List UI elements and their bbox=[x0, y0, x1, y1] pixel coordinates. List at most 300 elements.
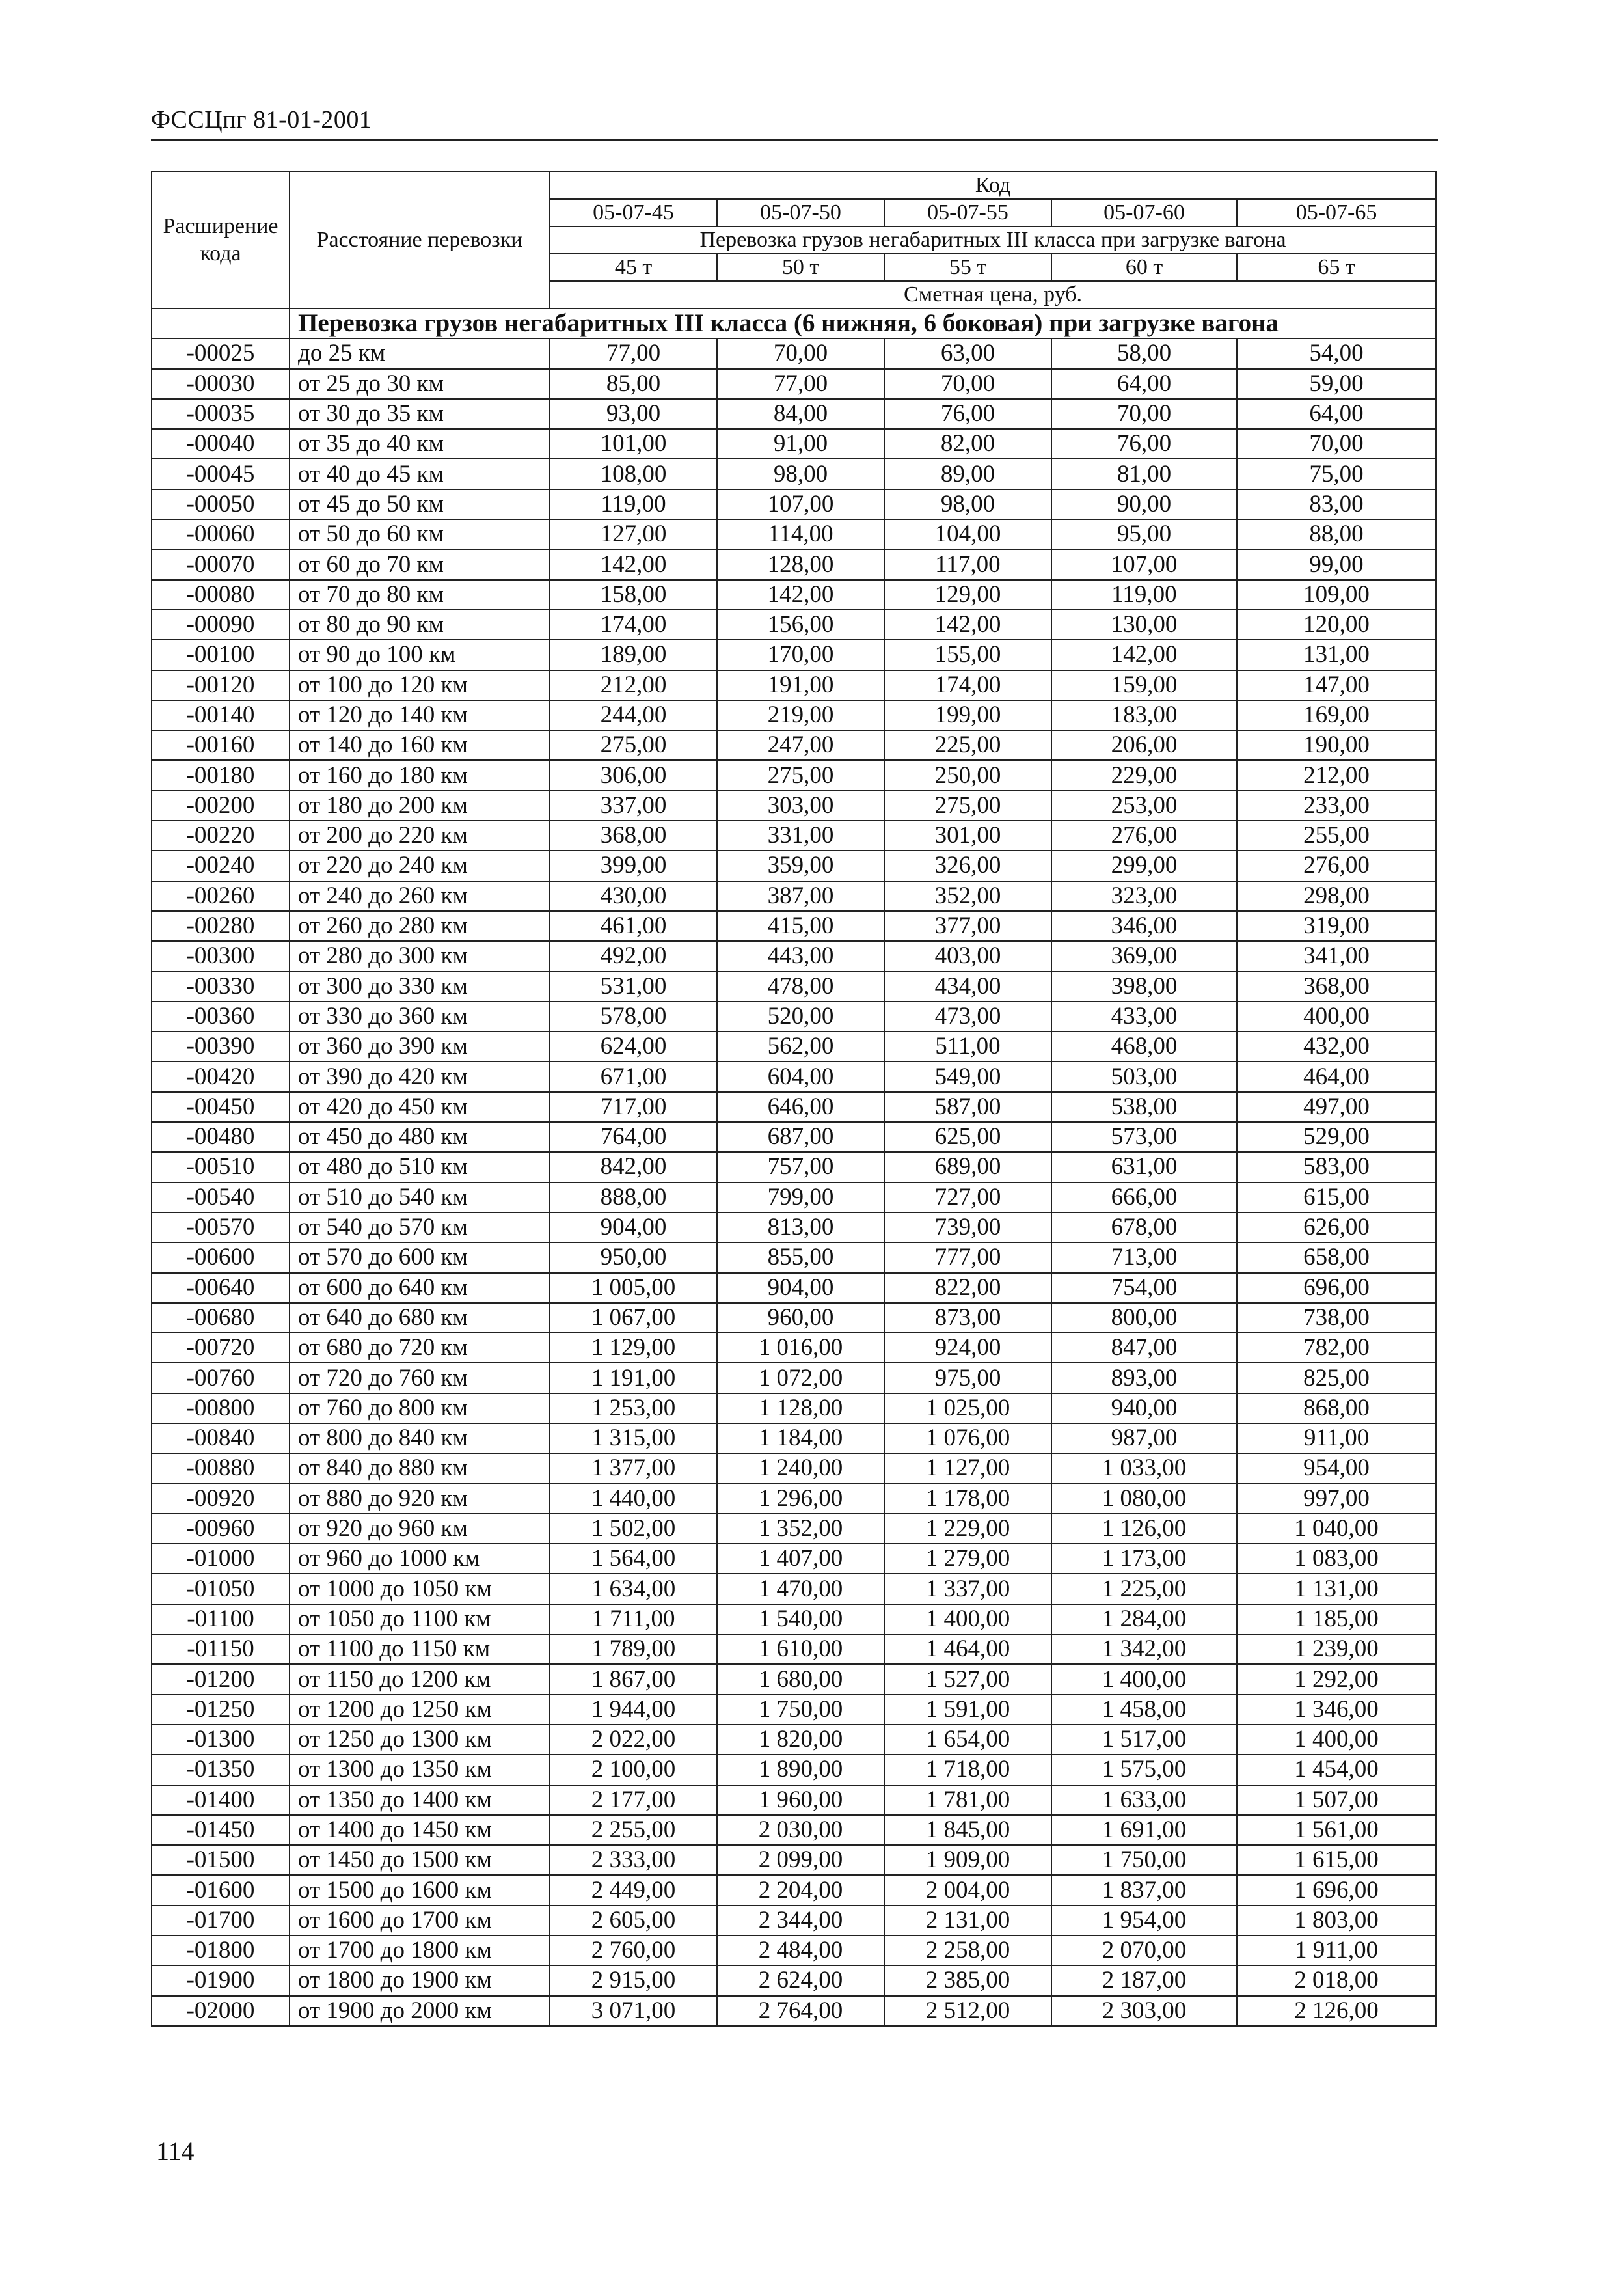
price-cell: 687,00 bbox=[717, 1122, 884, 1152]
price-cell: 1 279,00 bbox=[884, 1544, 1051, 1574]
header-rule bbox=[151, 139, 1438, 141]
extension-code-cell: -01000 bbox=[152, 1544, 290, 1574]
price-cell: 127,00 bbox=[550, 519, 717, 549]
price-cell: 58,00 bbox=[1051, 338, 1237, 368]
price-cell: 219,00 bbox=[717, 700, 884, 730]
price-cell: 368,00 bbox=[550, 821, 717, 851]
price-cell: 130,00 bbox=[1051, 610, 1237, 640]
price-cell: 107,00 bbox=[717, 489, 884, 519]
distance-cell: от 1000 до 1050 км bbox=[290, 1574, 550, 1604]
price-cell: 1 129,00 bbox=[550, 1333, 717, 1363]
distance-cell: от 160 до 180 км bbox=[290, 760, 550, 790]
price-cell: 1 025,00 bbox=[884, 1393, 1051, 1423]
price-cell: 64,00 bbox=[1237, 399, 1436, 429]
price-cell: 275,00 bbox=[884, 791, 1051, 821]
extension-code-cell: -00240 bbox=[152, 851, 290, 881]
load-cell: 45 т bbox=[550, 254, 717, 281]
price-cell: 326,00 bbox=[884, 851, 1051, 881]
price-cell: 587,00 bbox=[884, 1092, 1051, 1122]
price-cell: 666,00 bbox=[1051, 1183, 1237, 1212]
extension-code-cell: -00680 bbox=[152, 1303, 290, 1333]
price-cell: 1 691,00 bbox=[1051, 1815, 1237, 1845]
distance-cell: от 1150 до 1200 км bbox=[290, 1664, 550, 1694]
price-cell: 1 400,00 bbox=[1237, 1725, 1436, 1755]
extension-code-cell: -01250 bbox=[152, 1695, 290, 1725]
price-cell: 298,00 bbox=[1237, 881, 1436, 911]
price-cell: 1 072,00 bbox=[717, 1363, 884, 1393]
price-cell: 120,00 bbox=[1237, 610, 1436, 640]
price-cell: 101,00 bbox=[550, 429, 717, 459]
price-cell: 2 100,00 bbox=[550, 1755, 717, 1785]
price-cell: 950,00 bbox=[550, 1242, 717, 1272]
price-cell: 1 127,00 bbox=[884, 1453, 1051, 1483]
price-cell: 562,00 bbox=[717, 1032, 884, 1061]
table-row bbox=[152, 429, 1436, 459]
distance-cell: от 880 до 920 км bbox=[290, 1484, 550, 1514]
distance-cell: от 760 до 800 км bbox=[290, 1393, 550, 1423]
distance-cell: от 260 до 280 км bbox=[290, 911, 550, 941]
price-cell: 2 126,00 bbox=[1237, 1996, 1436, 2026]
distance-cell: от 1450 до 1500 км bbox=[290, 1845, 550, 1875]
price-cell: 183,00 bbox=[1051, 700, 1237, 730]
distance-cell: от 300 до 330 км bbox=[290, 972, 550, 1002]
price-cell: 1 540,00 bbox=[717, 1604, 884, 1634]
price-cell: 77,00 bbox=[550, 338, 717, 368]
extension-code-cell: -01800 bbox=[152, 1935, 290, 1965]
price-cell: 54,00 bbox=[1237, 338, 1436, 368]
price-cell: 625,00 bbox=[884, 1122, 1051, 1152]
price-cell: 2 333,00 bbox=[550, 1845, 717, 1875]
price-cell: 1 591,00 bbox=[884, 1695, 1051, 1725]
extension-code-cell: -01350 bbox=[152, 1755, 290, 1785]
table-row bbox=[152, 1303, 1436, 1333]
price-cell: 1 352,00 bbox=[717, 1514, 884, 1544]
price-cell: 104,00 bbox=[884, 519, 1051, 549]
price-cell: 142,00 bbox=[717, 580, 884, 610]
extension-code-cell: -01050 bbox=[152, 1574, 290, 1604]
price-cell: 954,00 bbox=[1237, 1453, 1436, 1483]
price-cell: 319,00 bbox=[1237, 911, 1436, 941]
price-cell: 346,00 bbox=[1051, 911, 1237, 941]
distance-cell: от 30 до 35 км bbox=[290, 399, 550, 429]
price-cell: 842,00 bbox=[550, 1152, 717, 1182]
table-row bbox=[152, 1092, 1436, 1122]
extension-code-cell: -01450 bbox=[152, 1815, 290, 1845]
table-row bbox=[152, 369, 1436, 399]
table-row bbox=[152, 1574, 1436, 1604]
price-cell: 131,00 bbox=[1237, 640, 1436, 670]
price-cell: 1 253,00 bbox=[550, 1393, 717, 1423]
price-cell: 1 185,00 bbox=[1237, 1604, 1436, 1634]
table-row bbox=[152, 1242, 1436, 1272]
distance-cell: до 25 км bbox=[290, 338, 550, 368]
distance-cell: от 800 до 840 км bbox=[290, 1423, 550, 1453]
code-cell: 05-07-45 bbox=[550, 199, 717, 226]
price-cell: 159,00 bbox=[1051, 670, 1237, 700]
extension-code-cell: -00030 bbox=[152, 369, 290, 399]
price-cell: 337,00 bbox=[550, 791, 717, 821]
price-cell: 924,00 bbox=[884, 1333, 1051, 1363]
price-cell: 85,00 bbox=[550, 369, 717, 399]
price-cell: 1 005,00 bbox=[550, 1273, 717, 1303]
table-row bbox=[152, 640, 1436, 670]
table-row bbox=[152, 1965, 1436, 1995]
price-cell: 398,00 bbox=[1051, 972, 1237, 1002]
extension-code-cell: -00600 bbox=[152, 1242, 290, 1272]
extension-code-cell: -00960 bbox=[152, 1514, 290, 1544]
price-cell: 615,00 bbox=[1237, 1183, 1436, 1212]
table-row bbox=[152, 1393, 1436, 1423]
table-row bbox=[152, 399, 1436, 429]
extension-code-cell: -01200 bbox=[152, 1664, 290, 1694]
price-cell: 1 240,00 bbox=[717, 1453, 884, 1483]
distance-cell: от 450 до 480 км bbox=[290, 1122, 550, 1152]
distance-cell: от 390 до 420 км bbox=[290, 1061, 550, 1091]
section-title: Перевозка грузов негабаритных III класса (6 нижняя, 6 боковая) при загрузке вагона bbox=[290, 308, 1436, 338]
code-cell: 05-07-50 bbox=[717, 199, 884, 226]
extension-code-cell: -00140 bbox=[152, 700, 290, 730]
price-cell: 904,00 bbox=[717, 1273, 884, 1303]
table-row bbox=[152, 1996, 1436, 2026]
price-cell: 2 022,00 bbox=[550, 1725, 717, 1755]
table-row bbox=[152, 1755, 1436, 1785]
table-row bbox=[152, 851, 1436, 881]
price-cell: 1 564,00 bbox=[550, 1544, 717, 1574]
extension-code-cell: -00300 bbox=[152, 941, 290, 971]
extension-code-cell: -00390 bbox=[152, 1032, 290, 1061]
distance-cell: от 100 до 120 км bbox=[290, 670, 550, 700]
price-cell: 229,00 bbox=[1051, 760, 1237, 790]
price-cell: 2 018,00 bbox=[1237, 1965, 1436, 1995]
price-cell: 799,00 bbox=[717, 1183, 884, 1212]
price-cell: 1 502,00 bbox=[550, 1514, 717, 1544]
price-cell: 847,00 bbox=[1051, 1333, 1237, 1363]
price-cell: 70,00 bbox=[1237, 429, 1436, 459]
price-cell: 70,00 bbox=[884, 369, 1051, 399]
table-row bbox=[152, 489, 1436, 519]
price-cell: 303,00 bbox=[717, 791, 884, 821]
table-row bbox=[152, 700, 1436, 730]
extension-code-cell: -00280 bbox=[152, 911, 290, 941]
price-cell: 400,00 bbox=[1237, 1002, 1436, 1032]
extension-code-cell: -00120 bbox=[152, 670, 290, 700]
price-cell: 497,00 bbox=[1237, 1092, 1436, 1122]
load-cell: 60 т bbox=[1051, 254, 1237, 281]
price-cell: 212,00 bbox=[1237, 760, 1436, 790]
extension-code-cell: -00040 bbox=[152, 429, 290, 459]
price-cell: 84,00 bbox=[717, 399, 884, 429]
price-cell: 2 344,00 bbox=[717, 1906, 884, 1935]
price-cell: 503,00 bbox=[1051, 1061, 1237, 1091]
price-cell: 468,00 bbox=[1051, 1032, 1237, 1061]
price-cell: 76,00 bbox=[884, 399, 1051, 429]
price-cell: 911,00 bbox=[1237, 1423, 1436, 1453]
price-cell: 108,00 bbox=[550, 459, 717, 489]
price-cell: 1 750,00 bbox=[1051, 1845, 1237, 1875]
distance-cell: от 330 до 360 км bbox=[290, 1002, 550, 1032]
price-cell: 1 911,00 bbox=[1237, 1935, 1436, 1965]
price-cell: 253,00 bbox=[1051, 791, 1237, 821]
extension-code-cell: -00090 bbox=[152, 610, 290, 640]
price-cell: 1 803,00 bbox=[1237, 1906, 1436, 1935]
distance-cell: от 1800 до 1900 км bbox=[290, 1965, 550, 1995]
extension-code-cell: -00360 bbox=[152, 1002, 290, 1032]
price-cell: 2 303,00 bbox=[1051, 1996, 1237, 2026]
price-cell: 1 680,00 bbox=[717, 1664, 884, 1694]
price-cell: 631,00 bbox=[1051, 1152, 1237, 1182]
price-cell: 997,00 bbox=[1237, 1484, 1436, 1514]
distance-cell: от 1300 до 1350 км bbox=[290, 1755, 550, 1785]
distance-cell: от 420 до 450 км bbox=[290, 1092, 550, 1122]
extension-code-cell: -00880 bbox=[152, 1453, 290, 1483]
price-cell: 433,00 bbox=[1051, 1002, 1237, 1032]
price-cell: 147,00 bbox=[1237, 670, 1436, 700]
distance-cell: от 180 до 200 км bbox=[290, 791, 550, 821]
price-cell: 696,00 bbox=[1237, 1273, 1436, 1303]
extension-code-cell: -01700 bbox=[152, 1906, 290, 1935]
table-row bbox=[152, 1815, 1436, 1845]
price-cell: 2 131,00 bbox=[884, 1906, 1051, 1935]
price-cell: 2 255,00 bbox=[550, 1815, 717, 1845]
distance-cell: от 280 до 300 км bbox=[290, 941, 550, 971]
distance-cell: от 1900 до 2000 км bbox=[290, 1996, 550, 2026]
distance-cell: от 640 до 680 км bbox=[290, 1303, 550, 1333]
price-cell: 158,00 bbox=[550, 580, 717, 610]
table-row bbox=[152, 1273, 1436, 1303]
price-cell: 800,00 bbox=[1051, 1303, 1237, 1333]
price-cell: 64,00 bbox=[1051, 369, 1237, 399]
distance-cell: от 680 до 720 км bbox=[290, 1333, 550, 1363]
price-cell: 174,00 bbox=[884, 670, 1051, 700]
distance-cell: от 840 до 880 км bbox=[290, 1453, 550, 1483]
price-cell: 3 071,00 bbox=[550, 1996, 717, 2026]
price-cell: 206,00 bbox=[1051, 730, 1237, 760]
price-cell: 1 837,00 bbox=[1051, 1875, 1237, 1905]
extension-code-cell: -00050 bbox=[152, 489, 290, 519]
table-row bbox=[152, 821, 1436, 851]
price-cell: 604,00 bbox=[717, 1061, 884, 1091]
header-code: Код bbox=[550, 172, 1436, 199]
extension-code-cell: -02000 bbox=[152, 1996, 290, 2026]
price-cell: 331,00 bbox=[717, 821, 884, 851]
price-cell: 70,00 bbox=[1051, 399, 1237, 429]
distance-cell: от 140 до 160 км bbox=[290, 730, 550, 760]
price-cell: 678,00 bbox=[1051, 1212, 1237, 1242]
price-cell: 2 624,00 bbox=[717, 1965, 884, 1995]
price-cell: 82,00 bbox=[884, 429, 1051, 459]
price-cell: 1 284,00 bbox=[1051, 1604, 1237, 1634]
table-row bbox=[152, 941, 1436, 971]
extension-code-cell: -00420 bbox=[152, 1061, 290, 1091]
extension-code-cell: -00220 bbox=[152, 821, 290, 851]
header-extension: Расширение кода bbox=[152, 172, 290, 308]
distance-cell: от 1350 до 1400 км bbox=[290, 1785, 550, 1815]
price-cell: 1 781,00 bbox=[884, 1785, 1051, 1815]
extension-code-cell: -00200 bbox=[152, 791, 290, 821]
price-cell: 689,00 bbox=[884, 1152, 1051, 1182]
price-cell: 1 517,00 bbox=[1051, 1725, 1237, 1755]
price-cell: 275,00 bbox=[550, 730, 717, 760]
price-cell: 1 016,00 bbox=[717, 1333, 884, 1363]
price-cell: 244,00 bbox=[550, 700, 717, 730]
extension-code-cell: -00025 bbox=[152, 338, 290, 368]
distance-cell: от 600 до 640 км bbox=[290, 1273, 550, 1303]
price-cell: 1 960,00 bbox=[717, 1785, 884, 1815]
price-cell: 129,00 bbox=[884, 580, 1051, 610]
price-cell: 1 229,00 bbox=[884, 1514, 1051, 1544]
table-row bbox=[152, 1453, 1436, 1483]
price-cell: 1 126,00 bbox=[1051, 1514, 1237, 1544]
extension-code-cell: -00510 bbox=[152, 1152, 290, 1182]
code-cell: 05-07-65 bbox=[1237, 199, 1436, 226]
table-row bbox=[152, 1152, 1436, 1182]
price-cell: 777,00 bbox=[884, 1242, 1051, 1272]
price-cell: 155,00 bbox=[884, 640, 1051, 670]
price-cell: 2 449,00 bbox=[550, 1875, 717, 1905]
price-cell: 1 750,00 bbox=[717, 1695, 884, 1725]
price-cell: 492,00 bbox=[550, 941, 717, 971]
price-cell: 960,00 bbox=[717, 1303, 884, 1333]
price-cell: 255,00 bbox=[1237, 821, 1436, 851]
price-cell: 2 187,00 bbox=[1051, 1965, 1237, 1995]
header-price: Сметная цена, руб. bbox=[550, 281, 1436, 308]
header-category: Перевозка грузов негабаритных III класса при загрузке вагона bbox=[550, 226, 1436, 254]
extension-code-cell: -01150 bbox=[152, 1634, 290, 1664]
price-cell: 128,00 bbox=[717, 549, 884, 579]
extension-code-cell: -01900 bbox=[152, 1965, 290, 1995]
table-header bbox=[152, 172, 1436, 308]
price-cell: 156,00 bbox=[717, 610, 884, 640]
price-cell: 1 296,00 bbox=[717, 1484, 884, 1514]
price-cell: 1 711,00 bbox=[550, 1604, 717, 1634]
load-cell: 50 т bbox=[717, 254, 884, 281]
price-cell: 754,00 bbox=[1051, 1273, 1237, 1303]
distance-cell: от 1700 до 1800 км bbox=[290, 1935, 550, 1965]
extension-code-cell: -00570 bbox=[152, 1212, 290, 1242]
price-cell: 1 845,00 bbox=[884, 1815, 1051, 1845]
extension-code-cell: -00080 bbox=[152, 580, 290, 610]
price-cell: 1 820,00 bbox=[717, 1725, 884, 1755]
price-cell: 399,00 bbox=[550, 851, 717, 881]
distance-cell: от 1500 до 1600 км bbox=[290, 1875, 550, 1905]
distance-cell: от 45 до 50 км bbox=[290, 489, 550, 519]
price-cell: 573,00 bbox=[1051, 1122, 1237, 1152]
price-cell: 1 337,00 bbox=[884, 1574, 1051, 1604]
price-cell: 646,00 bbox=[717, 1092, 884, 1122]
price-cell: 868,00 bbox=[1237, 1393, 1436, 1423]
price-cell: 738,00 bbox=[1237, 1303, 1436, 1333]
price-cell: 813,00 bbox=[717, 1212, 884, 1242]
table-row bbox=[152, 1514, 1436, 1544]
table-row bbox=[152, 580, 1436, 610]
price-cell: 247,00 bbox=[717, 730, 884, 760]
extension-code-cell: -00100 bbox=[152, 640, 290, 670]
table-row bbox=[152, 730, 1436, 760]
price-cell: 624,00 bbox=[550, 1032, 717, 1061]
price-cell: 1 191,00 bbox=[550, 1363, 717, 1393]
price-cell: 1 575,00 bbox=[1051, 1755, 1237, 1785]
price-cell: 430,00 bbox=[550, 881, 717, 911]
price-cell: 873,00 bbox=[884, 1303, 1051, 1333]
price-cell: 739,00 bbox=[884, 1212, 1051, 1242]
distance-cell: от 920 до 960 км bbox=[290, 1514, 550, 1544]
distance-cell: от 960 до 1000 км bbox=[290, 1544, 550, 1574]
distance-cell: от 220 до 240 км bbox=[290, 851, 550, 881]
price-cell: 1 377,00 bbox=[550, 1453, 717, 1483]
price-cell: 107,00 bbox=[1051, 549, 1237, 579]
table-row bbox=[152, 338, 1436, 368]
distance-cell: от 1050 до 1100 км bbox=[290, 1604, 550, 1634]
price-cell: 99,00 bbox=[1237, 549, 1436, 579]
section-empty-cell bbox=[152, 308, 290, 338]
price-cell: 822,00 bbox=[884, 1273, 1051, 1303]
price-cell: 888,00 bbox=[550, 1183, 717, 1212]
price-cell: 199,00 bbox=[884, 700, 1051, 730]
price-cell: 142,00 bbox=[1051, 640, 1237, 670]
distance-cell: от 1400 до 1450 км bbox=[290, 1815, 550, 1845]
extension-code-cell: -00180 bbox=[152, 760, 290, 790]
price-cell: 2 177,00 bbox=[550, 1785, 717, 1815]
price-cell: 2 605,00 bbox=[550, 1906, 717, 1935]
price-cell: 76,00 bbox=[1051, 429, 1237, 459]
price-cell: 1 346,00 bbox=[1237, 1695, 1436, 1725]
price-cell: 212,00 bbox=[550, 670, 717, 700]
price-cell: 1 464,00 bbox=[884, 1634, 1051, 1664]
price-cell: 975,00 bbox=[884, 1363, 1051, 1393]
extension-code-cell: -01100 bbox=[152, 1604, 290, 1634]
price-cell: 2 258,00 bbox=[884, 1935, 1051, 1965]
price-cell: 893,00 bbox=[1051, 1363, 1237, 1393]
price-cell: 63,00 bbox=[884, 338, 1051, 368]
extension-code-cell: -01500 bbox=[152, 1845, 290, 1875]
price-cell: 658,00 bbox=[1237, 1242, 1436, 1272]
price-cell: 109,00 bbox=[1237, 580, 1436, 610]
price-cell: 1 407,00 bbox=[717, 1544, 884, 1574]
price-cell: 2 004,00 bbox=[884, 1875, 1051, 1905]
price-cell: 377,00 bbox=[884, 911, 1051, 941]
price-cell: 191,00 bbox=[717, 670, 884, 700]
table-row bbox=[152, 1002, 1436, 1032]
price-cell: 782,00 bbox=[1237, 1333, 1436, 1363]
price-cell: 1 527,00 bbox=[884, 1664, 1051, 1694]
extension-code-cell: -01600 bbox=[152, 1875, 290, 1905]
extension-code-cell: -00760 bbox=[152, 1363, 290, 1393]
table-row bbox=[152, 1122, 1436, 1152]
price-cell: 1 654,00 bbox=[884, 1725, 1051, 1755]
distance-cell: от 360 до 390 км bbox=[290, 1032, 550, 1061]
distance-cell: от 510 до 540 км bbox=[290, 1183, 550, 1212]
extension-code-cell: -00840 bbox=[152, 1423, 290, 1453]
distance-cell: от 1250 до 1300 км bbox=[290, 1725, 550, 1755]
table-row bbox=[152, 459, 1436, 489]
table-row bbox=[152, 1061, 1436, 1091]
price-cell: 1 458,00 bbox=[1051, 1695, 1237, 1725]
distance-cell: от 480 до 510 км bbox=[290, 1152, 550, 1182]
price-cell: 2 484,00 bbox=[717, 1935, 884, 1965]
price-cell: 2 099,00 bbox=[717, 1845, 884, 1875]
price-cell: 119,00 bbox=[550, 489, 717, 519]
extension-code-cell: -00070 bbox=[152, 549, 290, 579]
price-cell: 478,00 bbox=[717, 972, 884, 1002]
table-body bbox=[152, 308, 1436, 2026]
price-cell: 940,00 bbox=[1051, 1393, 1237, 1423]
price-cell: 323,00 bbox=[1051, 881, 1237, 911]
price-cell: 190,00 bbox=[1237, 730, 1436, 760]
table-row bbox=[152, 1664, 1436, 1694]
price-cell: 359,00 bbox=[717, 851, 884, 881]
price-cell: 117,00 bbox=[884, 549, 1051, 579]
price-cell: 443,00 bbox=[717, 941, 884, 971]
